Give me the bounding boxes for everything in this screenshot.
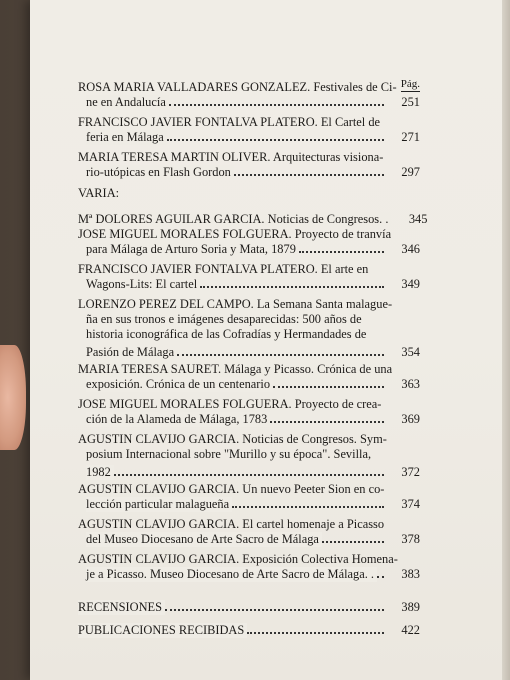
toc-entry-line: FRANCISCO JAVIER FONTALVA PLATERO. El arte en — [78, 262, 369, 276]
dot-leader — [322, 541, 384, 543]
toc-entry-last-line — [78, 567, 420, 582]
page-number: 271 — [401, 130, 420, 144]
page-number: 354 — [401, 345, 420, 359]
toc-entry — [78, 150, 420, 180]
toc-entry-last-line — [78, 623, 420, 638]
toc-entry — [78, 297, 420, 360]
dot-leader — [177, 354, 384, 356]
toc-entry-title: Pasión de Málaga — [86, 345, 177, 360]
toc-entry-title: RECENSIONES — [78, 600, 165, 615]
dot-leader — [273, 386, 384, 388]
toc-entry-line: LORENZO PEREZ DEL CAMPO. La Semana Santa malague- — [78, 297, 393, 311]
toc-entry-last-line — [78, 532, 420, 547]
dot-leader — [232, 506, 384, 508]
page-number: 369 — [401, 412, 420, 426]
thumb — [0, 345, 26, 450]
toc-entry-line: AGUSTIN CLAVIJO GARCIA. Un nuevo Peeter Sion en co- — [78, 482, 385, 496]
toc-entry-last-line — [78, 212, 428, 227]
toc-entry-title: Mª DOLORES AGUILAR GARCIA. Noticias de Congresos. . — [78, 212, 391, 227]
page-number: 349 — [401, 277, 420, 291]
toc-entry-title: Wagons-Lits: El cartel — [86, 277, 200, 292]
dot-leader — [165, 609, 384, 611]
toc-entry-title: lección particular malagueña — [86, 497, 232, 512]
toc-entry — [78, 600, 420, 615]
page-column-header: Pág. — [400, 78, 420, 90]
dot-leader — [377, 576, 384, 578]
dot-leader — [167, 139, 384, 141]
toc-entry-last-line — [78, 242, 420, 257]
toc-entry — [78, 623, 420, 638]
toc-entry-line: ña en sus tronos e imágenes desaparecidas: 500 años de — [86, 312, 362, 326]
toc-entry-last-line — [78, 277, 420, 292]
toc-entry — [78, 115, 420, 145]
toc-entry-line: JOSE MIGUEL MORALES FOLGUERA. Proyecto de tranvía — [78, 227, 392, 241]
toc-entry-line: AGUSTIN CLAVIJO GARCIA. El cartel homenaje a Picasso — [78, 517, 385, 531]
toc-entry-title: ne en Andalucía — [86, 95, 169, 110]
dot-leader — [234, 174, 384, 176]
dot-leader — [270, 421, 384, 423]
toc-entry-line: AGUSTIN CLAVIJO GARCIA. Noticias de Congresos. Sym- — [78, 432, 387, 446]
dot-leader — [169, 104, 384, 106]
toc-entry-last-line — [78, 130, 420, 145]
toc-entry — [78, 227, 420, 257]
page-number: 378 — [401, 532, 420, 546]
toc-entry-title: feria en Málaga — [86, 130, 167, 145]
toc-entry-title: ción de la Alameda de Málaga, 1783 — [86, 412, 270, 427]
toc-entry-last-line — [78, 465, 420, 480]
dot-leader — [299, 251, 384, 253]
toc-entry — [78, 397, 420, 427]
toc-entry-line: posium Internacional sobre "Murillo y su época". Sevilla, — [86, 447, 372, 461]
toc-entry-line: FRANCISCO JAVIER FONTALVA PLATERO. El Cartel de — [78, 115, 381, 129]
dot-leader — [114, 474, 384, 476]
dot-leader — [247, 632, 384, 634]
toc-entry — [78, 432, 420, 480]
toc-entry-title: PUBLICACIONES RECIBIDAS — [78, 623, 247, 638]
toc-entry-title: rio-utópicas en Flash Gordon — [86, 165, 234, 180]
toc-entry — [78, 212, 428, 227]
page-edge — [502, 0, 510, 680]
page-number: 251 — [401, 95, 420, 109]
toc-entry — [78, 262, 420, 292]
toc-entry-line: AGUSTIN CLAVIJO GARCIA. Exposición Colectiva Homena- — [78, 552, 398, 566]
toc-entry-last-line — [78, 95, 420, 110]
toc-entry-line: ROSA MARIA VALLADARES GONZALEZ. Festivales de Ci- — [78, 80, 397, 94]
toc-entry-last-line — [78, 165, 420, 180]
dot-leader — [200, 286, 384, 288]
toc-entry-title: 1982 — [86, 465, 114, 480]
toc-entry-title: exposición. Crónica de un centenario — [86, 377, 273, 392]
section-heading: VARIA: — [78, 186, 120, 200]
toc-entry-line: historia iconográfica de las Cofradías y Hermandades de — [86, 327, 367, 341]
page-number: 374 — [401, 497, 420, 511]
toc-entry — [78, 552, 420, 582]
page-number: 297 — [401, 165, 420, 179]
toc-entry-last-line — [78, 345, 420, 360]
page-number: 383 — [401, 567, 420, 581]
toc-entry-title: para Málaga de Arturo Soria y Mata, 1879 — [86, 242, 299, 257]
toc-entry — [78, 517, 420, 547]
toc-entry-line: JOSE MIGUEL MORALES FOLGUERA. Proyecto de crea- — [78, 397, 382, 411]
page-number: 422 — [401, 623, 420, 637]
toc-entry-last-line — [78, 377, 420, 392]
toc-entry-last-line — [78, 600, 420, 615]
page-number: 389 — [401, 600, 420, 614]
toc-entry-title: je a Picasso. Museo Diocesano de Arte Sacro de Málaga. . — [86, 567, 377, 582]
page-number: 372 — [401, 465, 420, 479]
toc-entry-line: MARIA TERESA MARTIN OLIVER. Arquitecturas visiona- — [78, 150, 384, 164]
toc-entry-last-line — [78, 497, 420, 512]
toc-entry-line: MARIA TERESA SAURET. Málaga y Picasso. Crónica de una — [78, 362, 393, 376]
toc-entry — [78, 362, 420, 392]
page-number: 363 — [401, 377, 420, 391]
toc-entry — [78, 80, 420, 110]
toc-entry — [78, 482, 420, 512]
toc-entry-title: del Museo Diocesano de Arte Sacro de Málaga — [86, 532, 322, 547]
page-number: 345 — [408, 212, 428, 226]
toc-entry-last-line — [78, 412, 420, 427]
page-number: 346 — [401, 242, 420, 256]
